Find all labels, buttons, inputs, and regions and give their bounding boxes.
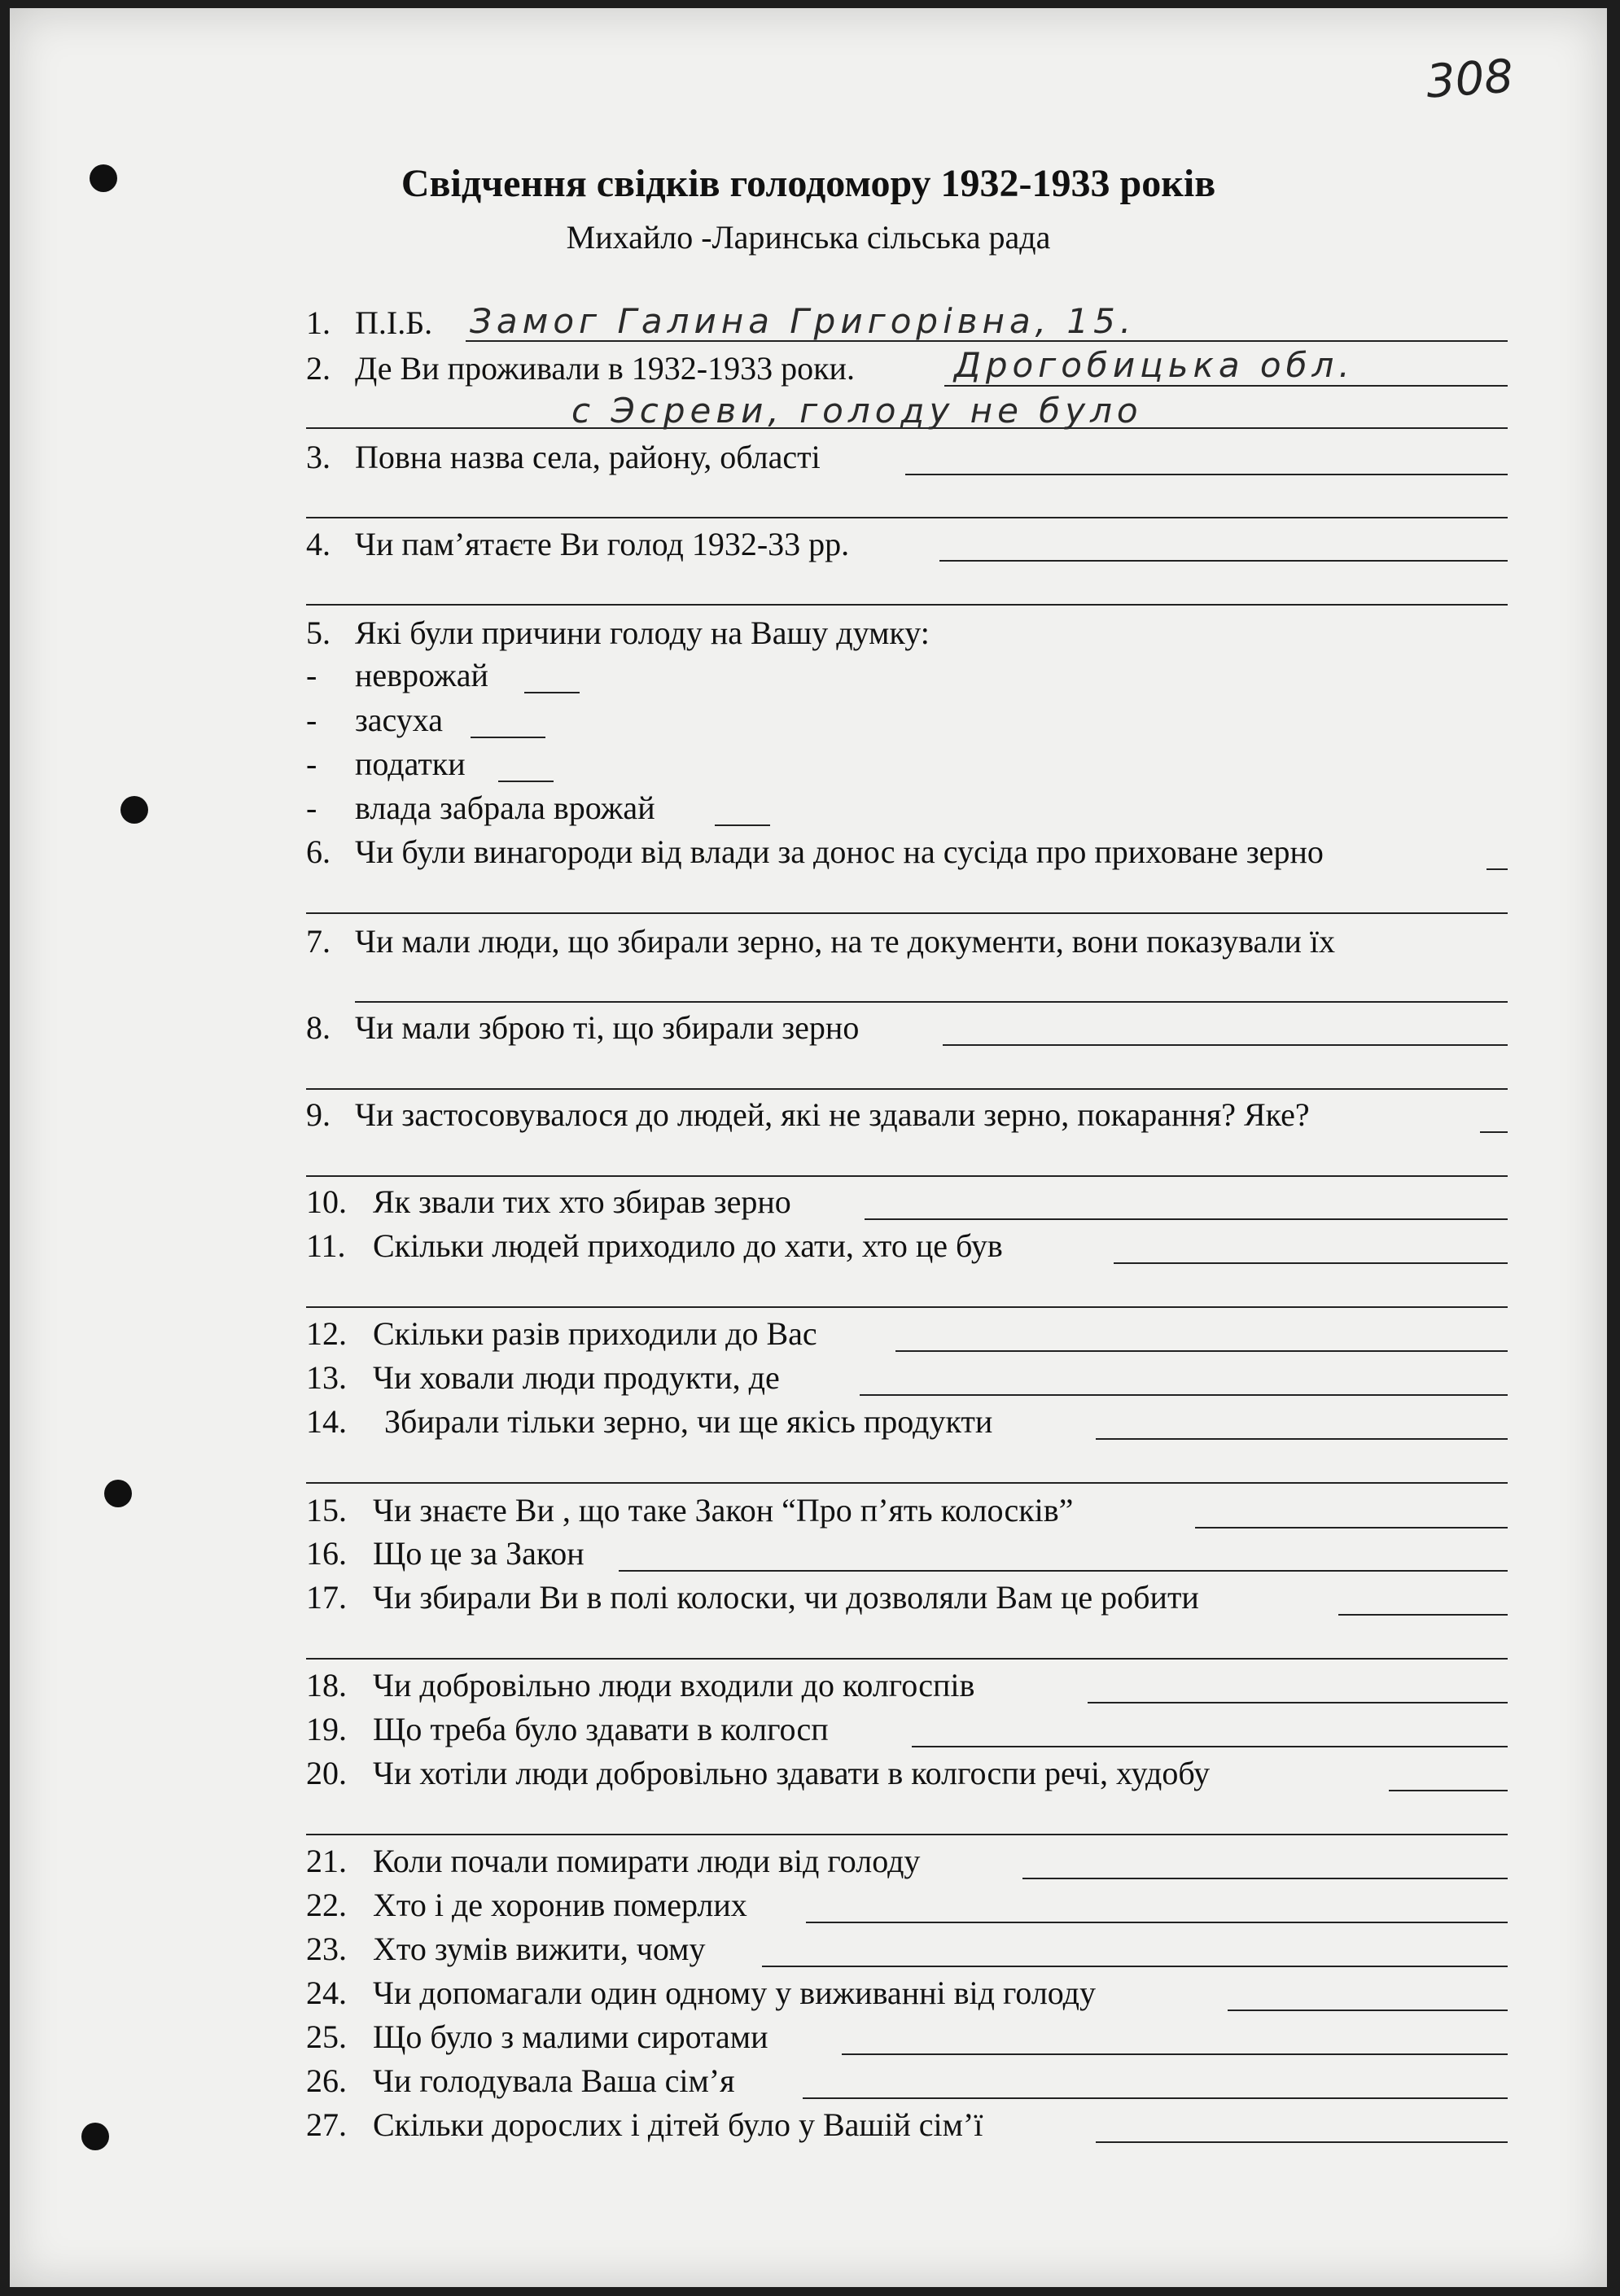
- answer-line: [762, 1966, 1508, 1967]
- question-number: 18.: [306, 1667, 347, 1703]
- question-19: [10, 1709, 1607, 1750]
- answer-line: [905, 474, 1508, 475]
- answer-line: [1096, 1438, 1508, 1440]
- question-number: 11.: [306, 1227, 346, 1264]
- question-text: Що було з малими сиротами: [373, 2018, 768, 2055]
- question-text: Скільки разів приходили до Вас: [373, 1315, 817, 1352]
- document-title: Свідчення свідків голодомору 1932-1933 років: [401, 162, 1216, 205]
- answer-line: [939, 560, 1508, 562]
- answer-line: [1486, 868, 1508, 870]
- question-number: 7.: [306, 923, 331, 960]
- answer-line: [1338, 1614, 1508, 1616]
- question-21: [10, 1841, 1607, 1882]
- question-18: [10, 1665, 1607, 1706]
- answer-line: [865, 1218, 1508, 1220]
- answer-line: [524, 692, 580, 693]
- question-number: 22.: [306, 1887, 347, 1923]
- page-number: 308: [1424, 50, 1516, 109]
- question-number: 2.: [306, 350, 331, 387]
- answer-line: [306, 1482, 1508, 1484]
- question-text: Скільки людей приходило до хати, хто це був: [373, 1227, 1003, 1264]
- answer-line: [1022, 1878, 1508, 1879]
- answer-line: [471, 737, 545, 738]
- answer-line: [619, 1570, 1508, 1572]
- bullet-dash: -: [306, 702, 317, 738]
- question-text: Чи голодувала Ваша сім’я: [373, 2062, 735, 2099]
- question-3: [10, 437, 1607, 478]
- cause-item: [10, 744, 1607, 785]
- question-24: [10, 1973, 1607, 2014]
- answer-line: [895, 1350, 1508, 1352]
- question-number: 26.: [306, 2062, 347, 2099]
- question-number: 16.: [306, 1535, 347, 1572]
- answer-line: [943, 1044, 1508, 1046]
- cause-item: [10, 700, 1607, 741]
- question-number: 25.: [306, 2018, 347, 2055]
- question-number: 5.: [306, 614, 331, 651]
- question-14: [10, 1402, 1607, 1442]
- question-2: [10, 348, 1607, 389]
- question-number: 1.: [306, 304, 331, 341]
- question-number: 23.: [306, 1931, 347, 1967]
- handwritten-residence-2: с Эсреви, голоду не було: [571, 391, 1143, 431]
- question-number: 3.: [306, 439, 331, 475]
- question-27: [10, 2105, 1607, 2145]
- question-text: П.І.Б.: [355, 304, 433, 341]
- question-text: Що це за Закон: [373, 1535, 585, 1572]
- question-number: 17.: [306, 1579, 347, 1616]
- question-text: Чи допомагали один одному у виживанні від голоду: [373, 1975, 1097, 2011]
- question-text: Збирали тільки зерно, чи ще якісь продукти: [384, 1403, 993, 1440]
- answer-line: [306, 912, 1508, 914]
- question-text: Які були причини голоду на Вашу думку:: [355, 614, 930, 651]
- question-number: 27.: [306, 2106, 347, 2143]
- question-text: Повна назва села, району, області: [355, 439, 821, 475]
- question-25: [10, 2017, 1607, 2058]
- question-text: Хто і де хоронив померлих: [373, 1887, 747, 1923]
- question-text: Чи збирали Ви в полі колоски, чи дозволяли Вам це робити: [373, 1579, 1199, 1616]
- question-23: [10, 1929, 1607, 1970]
- cause-text: податки: [355, 746, 466, 782]
- cause-text: влада забрала врожай: [355, 789, 655, 826]
- question-text: Як звали тих хто збирав зерно: [373, 1183, 791, 1220]
- question-number: 6.: [306, 833, 331, 870]
- answer-line: [806, 1922, 1508, 1923]
- question-8: [10, 1008, 1607, 1048]
- question-12: [10, 1314, 1607, 1354]
- question-number: 8.: [306, 1009, 331, 1046]
- question-text: Чи мали люди, що збирали зерно, на те документи, вони показували їх: [355, 923, 1336, 960]
- question-text: Чи ховали люди продукти, де: [373, 1359, 780, 1396]
- bullet-dash: -: [306, 657, 317, 693]
- answer-line: [944, 385, 1508, 387]
- handwritten-name: Замог Галина Григорівна, 15.: [470, 301, 1136, 341]
- question-6: [10, 832, 1607, 872]
- answer-line: [842, 2053, 1508, 2055]
- question-number: 19.: [306, 1711, 347, 1747]
- question-22: [10, 1885, 1607, 1926]
- bullet-dash: -: [306, 746, 317, 782]
- answer-line: [1096, 2141, 1508, 2143]
- question-5: [10, 613, 1607, 654]
- question-number: 15.: [306, 1492, 347, 1528]
- bullet-dash: -: [306, 789, 317, 826]
- question-11: [10, 1226, 1607, 1266]
- question-number: 24.: [306, 1975, 347, 2011]
- answer-line: [1114, 1262, 1508, 1264]
- question-text: Чи пам’ятаєте Ви голод 1932-33 рр.: [355, 526, 850, 562]
- question-9: [10, 1095, 1607, 1135]
- question-text: Скільки дорослих і дітей було у Вашій сім’ї: [373, 2106, 983, 2143]
- cause-text: засуха: [355, 702, 444, 738]
- question-text: Чи добровільно люди входили до колгоспів: [373, 1667, 975, 1703]
- question-number: 12.: [306, 1315, 347, 1352]
- answer-line: [306, 1834, 1508, 1835]
- question-26: [10, 2061, 1607, 2101]
- answer-line: [1088, 1702, 1508, 1703]
- answer-line: [355, 1001, 1508, 1003]
- question-text: Чи були винагороди від влади за донос на сусіда про приховане зерно: [355, 833, 1324, 870]
- answer-line: [306, 1306, 1508, 1308]
- question-7: [10, 921, 1607, 962]
- question-text: Хто зумів вижити, чому: [373, 1931, 706, 1967]
- handwritten-residence: Дрогобицька обл.: [954, 345, 1355, 385]
- question-text: Де Ви проживали в 1932-1933 роки.: [355, 350, 855, 387]
- answer-line: [306, 604, 1508, 606]
- question-number: 10.: [306, 1183, 347, 1220]
- answer-line: [306, 1088, 1508, 1090]
- question-number: 21.: [306, 1843, 347, 1879]
- document-page: [10, 8, 1607, 2287]
- question-text: Чи застосовувалося до людей, які не здавали зерно, покарання? Яке?: [355, 1096, 1310, 1133]
- question-text: Чи хотіли люди добровільно здавати в колгоспи речі, худобу: [373, 1755, 1211, 1791]
- cause-text: неврожай: [355, 657, 488, 693]
- question-15: [10, 1490, 1607, 1531]
- question-10: [10, 1182, 1607, 1222]
- question-number: 14.: [306, 1403, 347, 1440]
- answer-line: [1228, 2010, 1508, 2011]
- cause-item: [10, 655, 1607, 696]
- question-number: 9.: [306, 1096, 331, 1133]
- answer-line: [306, 1658, 1508, 1660]
- cause-item: [10, 788, 1607, 829]
- question-20: [10, 1753, 1607, 1794]
- answer-line: [498, 781, 554, 782]
- answer-line: [860, 1394, 1508, 1396]
- question-text: Коли почали помирати люди від голоду: [373, 1843, 921, 1879]
- answer-line: [803, 2097, 1508, 2099]
- answer-line: [912, 1746, 1508, 1747]
- answer-line: [1195, 1527, 1508, 1528]
- answer-line: [1480, 1131, 1508, 1133]
- question-16: [10, 1533, 1607, 1574]
- answer-line: [306, 517, 1508, 518]
- question-number: 4.: [306, 526, 331, 562]
- question-17: [10, 1577, 1607, 1618]
- document-subtitle: Михайло -Ларинська сільська рада: [566, 219, 1051, 256]
- question-text: Чи мали зброю ті, що збирали зерно: [355, 1009, 860, 1046]
- question-13: [10, 1358, 1607, 1398]
- question-number: 13.: [306, 1359, 347, 1396]
- answer-line: [1389, 1790, 1508, 1791]
- question-4: [10, 524, 1607, 565]
- question-text: Чи знаєте Ви , що таке Закон “Про п’ять колосків”: [373, 1492, 1074, 1528]
- answer-line: [306, 1175, 1508, 1177]
- question-text: Що треба було здавати в колгосп: [373, 1711, 829, 1747]
- answer-line: [715, 824, 770, 826]
- question-number: 20.: [306, 1755, 347, 1791]
